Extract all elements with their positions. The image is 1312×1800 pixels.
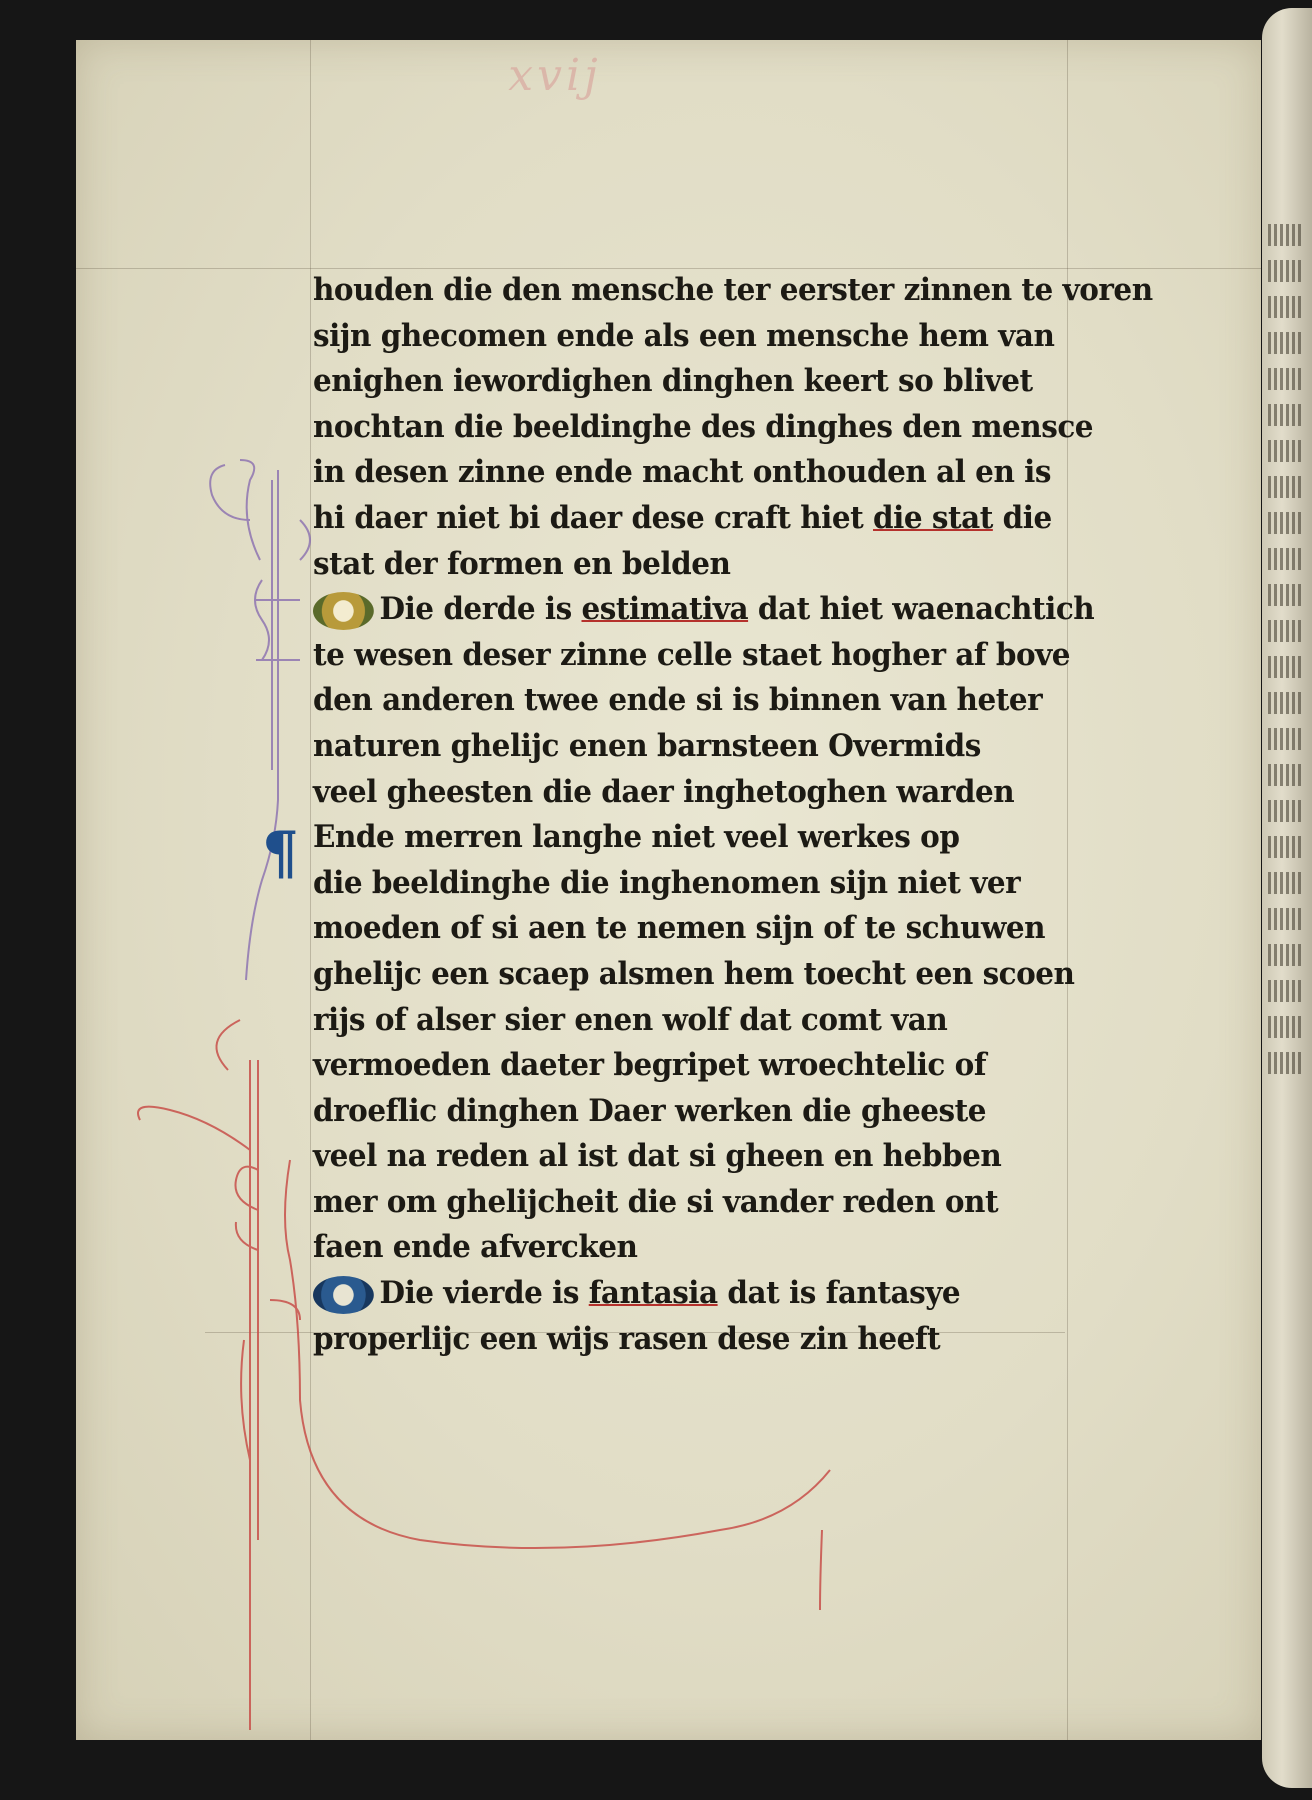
text-line: mer om ghelijcheit die si vander reden ont — [313, 1183, 999, 1220]
text-line: die beeldinghe die inghenomen sijn niet ver — [313, 864, 1021, 901]
rubric-word: fantasia — [588, 1275, 718, 1312]
text-line: enighen iewordighen dinghen keert so blivet — [313, 363, 1033, 400]
pilcrow-mark: ¶ — [262, 819, 299, 887]
gold-initial-d — [313, 592, 374, 630]
text-line-initial — [313, 1271, 1035, 1317]
folio-number: xvij — [508, 50, 602, 101]
text-line: den anderen twee ende si is binnen van heter — [313, 682, 1043, 719]
rubric-word: estimativa — [581, 591, 749, 628]
text-line: in desen zinne ende macht onthouden al en is — [313, 454, 1051, 491]
text-line: hi daer niet bi daer dese craft hiet die stat die — [313, 499, 1052, 536]
text-line: nochtan die beeldinghe des dinghes den mensce — [313, 408, 1094, 445]
text-line: houden die den mensche ter eerster zinnen te voren — [313, 272, 1153, 308]
text-line: rijs of alser sier enen wolf dat comt van — [313, 1001, 948, 1038]
manuscript-text-block — [313, 268, 1153, 1362]
text-line: faen ende afvercken — [313, 1229, 638, 1266]
text-line: moeden of si aen te nemen sijn of te schuwen — [313, 910, 1046, 947]
text-line-initial — [313, 587, 1095, 633]
text-line-body: Die vierde is fantasia dat is fantasye — [379, 1275, 961, 1312]
text-line: veel gheesten die daer inghetoghen warden — [313, 773, 1015, 810]
text-line: te wesen deser zinne celle staet hogher af bove — [313, 636, 1071, 673]
violet-penwork — [210, 460, 310, 980]
text-line: properlijc een wijs rasen dese zin heeft — [313, 1320, 941, 1357]
text-line: naturen ghelijc enen barnsteen Overmids — [313, 727, 981, 764]
text-line: vermoeden daeter begripet wroechtelic of — [313, 1047, 987, 1084]
text-line: veel na reden al ist dat si gheen en hebben — [313, 1138, 1002, 1175]
text-line: stat der formen en belden — [313, 545, 731, 582]
rubric-word: die stat — [873, 499, 993, 536]
text-line: ghelijc een scaep alsmen hem toecht een scoen — [313, 955, 1075, 992]
text-line: droeflic dinghen Daer werken die gheeste — [313, 1092, 987, 1129]
blue-initial-d — [313, 1276, 374, 1314]
text-line: sijn ghecomen ende als een mensche hem van — [313, 317, 1055, 354]
text-line: Ende merren langhe niet veel werkes op — [313, 819, 960, 856]
text-line-body: Die derde is estimativa dat hiet waenachtich — [379, 591, 1095, 628]
